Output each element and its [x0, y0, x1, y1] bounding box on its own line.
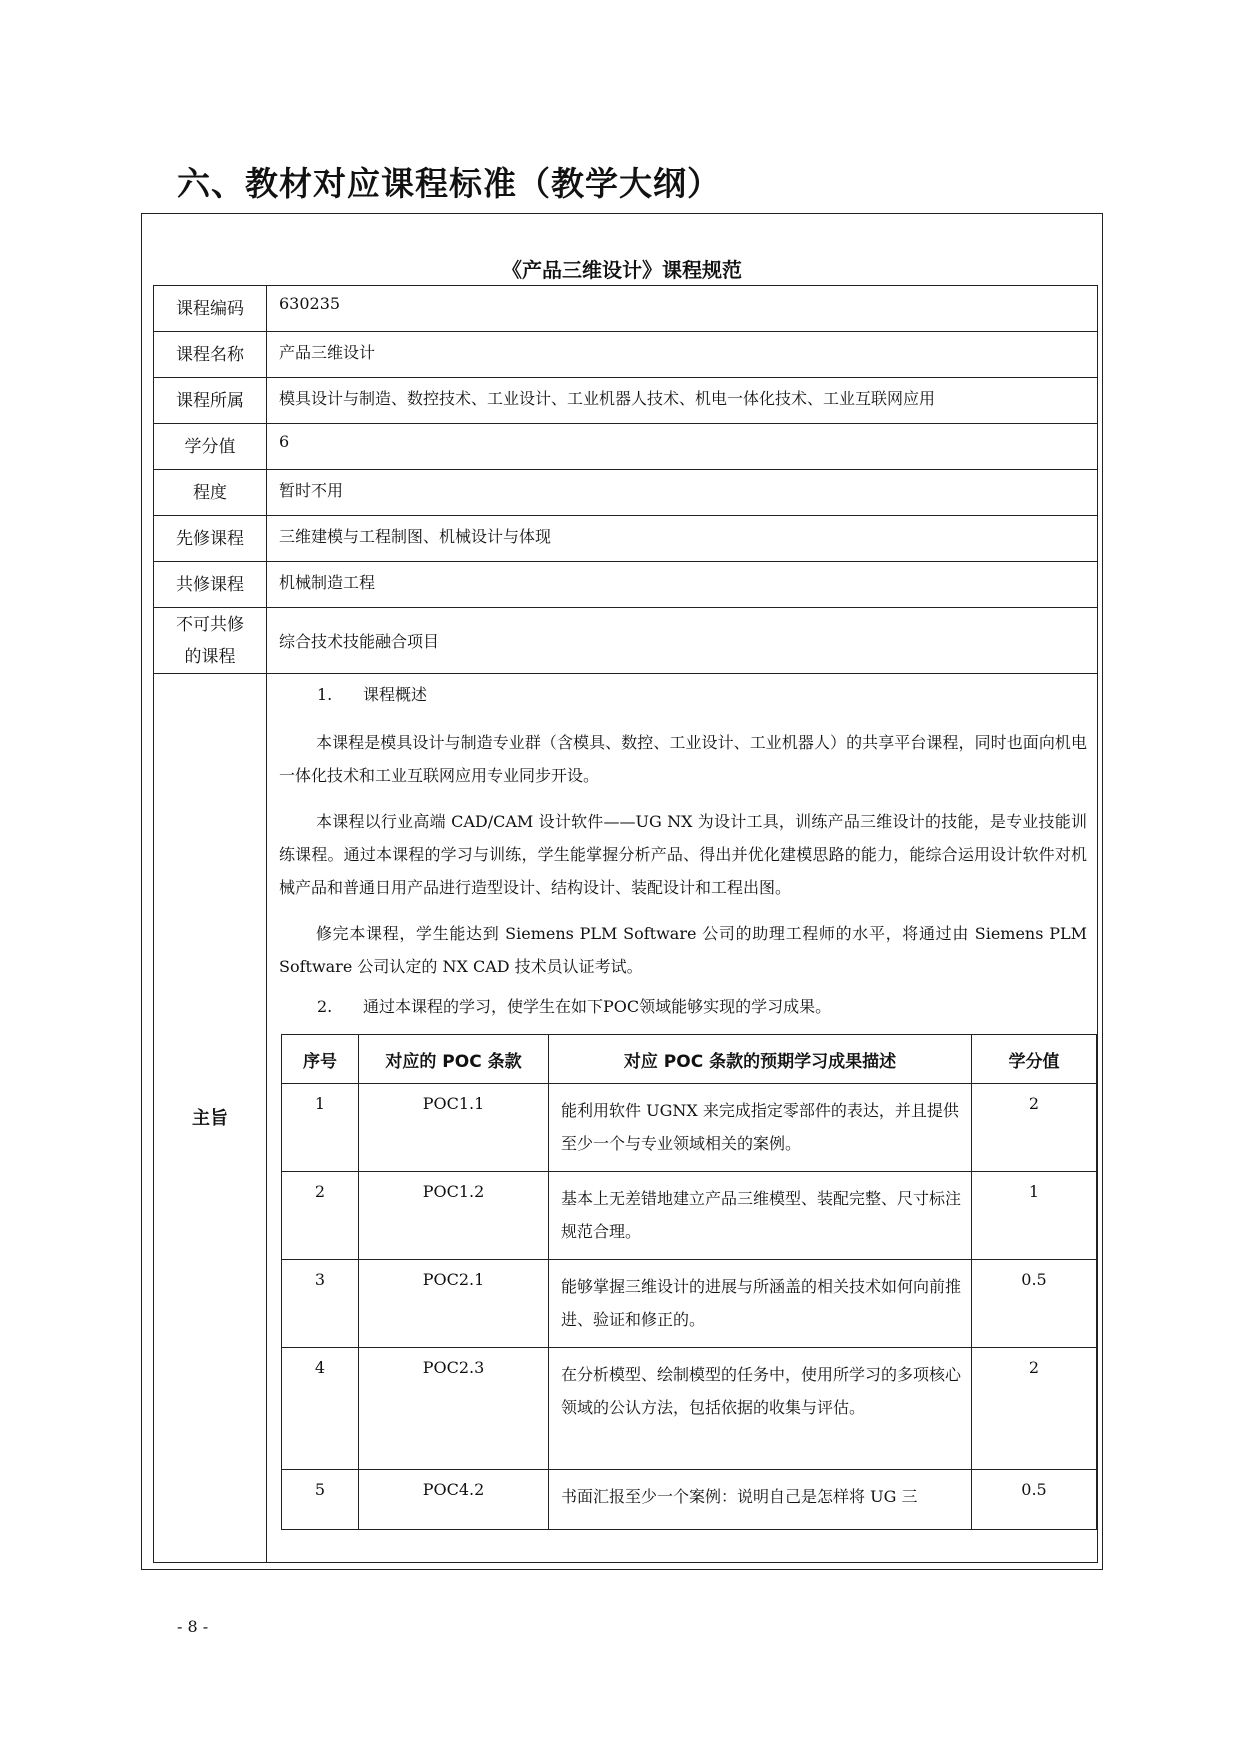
poc-header-poc: 对应的 POC 条款	[359, 1035, 549, 1084]
poc-header-row	[282, 1035, 1097, 1084]
value-exclusions: 综合技术技能融合项目	[267, 608, 1098, 674]
main-content	[267, 674, 1097, 1562]
row-exclusions	[154, 608, 1098, 674]
overview-paragraph: 本课程是模具设计与制造专业群（含模具、数控、工业设计、工业机器人）的共享平台课程，同时也面向机电一体化技术和工业互联网应用专业同步开设。	[279, 733, 1087, 785]
row-course-name	[154, 332, 1098, 378]
poc-header-credit: 学分值	[972, 1035, 1097, 1084]
row-prerequisites	[154, 516, 1098, 562]
heading2-number: 2.	[317, 997, 333, 1016]
poc-credit: 2	[972, 1084, 1097, 1172]
value-credits: 6	[267, 424, 1098, 470]
value-prerequisites: 三维建模与工程制图、机械设计与体现	[267, 516, 1098, 562]
table-row	[282, 1084, 1097, 1172]
label-exclusions-line2: 的课程	[184, 646, 236, 667]
course-spec-frame	[141, 213, 1103, 1570]
poc-desc: 书面汇报至少一个案例：说明自己是怎样将 UG 三	[549, 1470, 972, 1530]
main-content-cell	[267, 674, 1098, 1563]
value-course-affiliation: 模具设计与制造、数控技术、工业设计、工业机器人技术、机电一体化技术、工业互联网应用	[267, 378, 1098, 424]
overview-paragraph: 修完本课程，学生能达到 Siemens PLM Software 公司的助理工程师的水平，将通过由 Siemens PLM Software 公司认定的 NX CAD 技术员认证考试。	[279, 924, 1087, 976]
poc-table	[281, 1034, 1097, 1530]
label-prerequisites: 先修课程	[154, 516, 267, 562]
label-level: 程度	[154, 470, 267, 516]
value-course-code: 630235	[267, 286, 1098, 332]
label-credits: 学分值	[154, 424, 267, 470]
course-spec-table	[153, 285, 1098, 1563]
table-row	[282, 1470, 1097, 1530]
poc-desc: 在分析模型、绘制模型的任务中，使用所学习的多项核心领域的公认方法，包括依据的收集与评估。	[549, 1348, 972, 1470]
poc-code: POC2.1	[359, 1260, 549, 1348]
heading1-number: 1.	[317, 685, 333, 704]
poc-header-desc: 对应 POC 条款的预期学习成果描述	[549, 1035, 972, 1084]
row-course-code	[154, 286, 1098, 332]
poc-code: POC4.2	[359, 1470, 549, 1530]
value-course-name: 产品三维设计	[267, 332, 1098, 378]
table-row	[282, 1260, 1097, 1348]
poc-desc: 能利用软件 UGNX 来完成指定零部件的表达，并且提供至少一个与专业领域相关的案例。	[549, 1084, 972, 1172]
poc-credit: 0.5	[972, 1470, 1097, 1530]
label-main: 主旨	[192, 1108, 228, 1129]
poc-no: 1	[282, 1084, 359, 1172]
label-main-cell	[154, 674, 267, 1563]
poc-no: 3	[282, 1260, 359, 1348]
table-row	[282, 1348, 1097, 1470]
table-row	[282, 1172, 1097, 1260]
page-number: - 8 -	[177, 1617, 209, 1636]
row-corequisites	[154, 562, 1098, 608]
spec-title: 《产品三维设计》课程规范	[502, 258, 742, 282]
poc-no: 2	[282, 1172, 359, 1260]
poc-code: POC2.3	[359, 1348, 549, 1470]
poc-credit: 0.5	[972, 1260, 1097, 1348]
row-main	[154, 674, 1098, 1563]
poc-credit: 1	[972, 1172, 1097, 1260]
section-title: 六、教材对应课程标准（教学大纲）	[177, 164, 721, 203]
label-course-name: 课程名称	[154, 332, 267, 378]
label-exclusions-line1: 不可共修	[176, 614, 244, 635]
heading-course-overview	[267, 684, 1097, 726]
poc-code: POC1.2	[359, 1172, 549, 1260]
poc-header-no: 序号	[282, 1035, 359, 1084]
poc-credit: 2	[972, 1348, 1097, 1470]
label-course-affiliation: 课程所属	[154, 378, 267, 424]
label-corequisites: 共修课程	[154, 562, 267, 608]
overview-paragraph: 本课程以行业高端 CAD/CAM 设计软件——UG NX 为设计工具，训练产品三维设计的技能，是专业技能训练课程。通过本课程的学习与训练，学生能掌握分析产品、得出并优化建模思路的能力，能综合运用设计软件对机械产品和普通日用产品进行造型设计、结构设计、装配设计和工程出图。	[279, 812, 1087, 897]
value-corequisites: 机械制造工程	[267, 562, 1098, 608]
label-course-code: 课程编码	[154, 286, 267, 332]
value-level: 暂时不用	[267, 470, 1098, 516]
row-level	[154, 470, 1098, 516]
poc-no: 5	[282, 1470, 359, 1530]
row-course-affiliation	[154, 378, 1098, 424]
heading1-text: 课程概述	[363, 685, 428, 704]
heading2-text: 通过本课程的学习，使学生在如下POC领域能够实现的学习成果。	[363, 997, 832, 1016]
poc-desc: 基本上无差错地建立产品三维模型、装配完整、尺寸标注规范合理。	[549, 1172, 972, 1260]
poc-desc: 能够掌握三维设计的进展与所涵盖的相关技术如何向前推进、验证和修正的。	[549, 1260, 972, 1348]
label-exclusions	[154, 608, 267, 674]
heading-learning-outcomes	[267, 996, 1097, 1018]
poc-no: 4	[282, 1348, 359, 1470]
row-credits	[154, 424, 1098, 470]
poc-code: POC1.1	[359, 1084, 549, 1172]
